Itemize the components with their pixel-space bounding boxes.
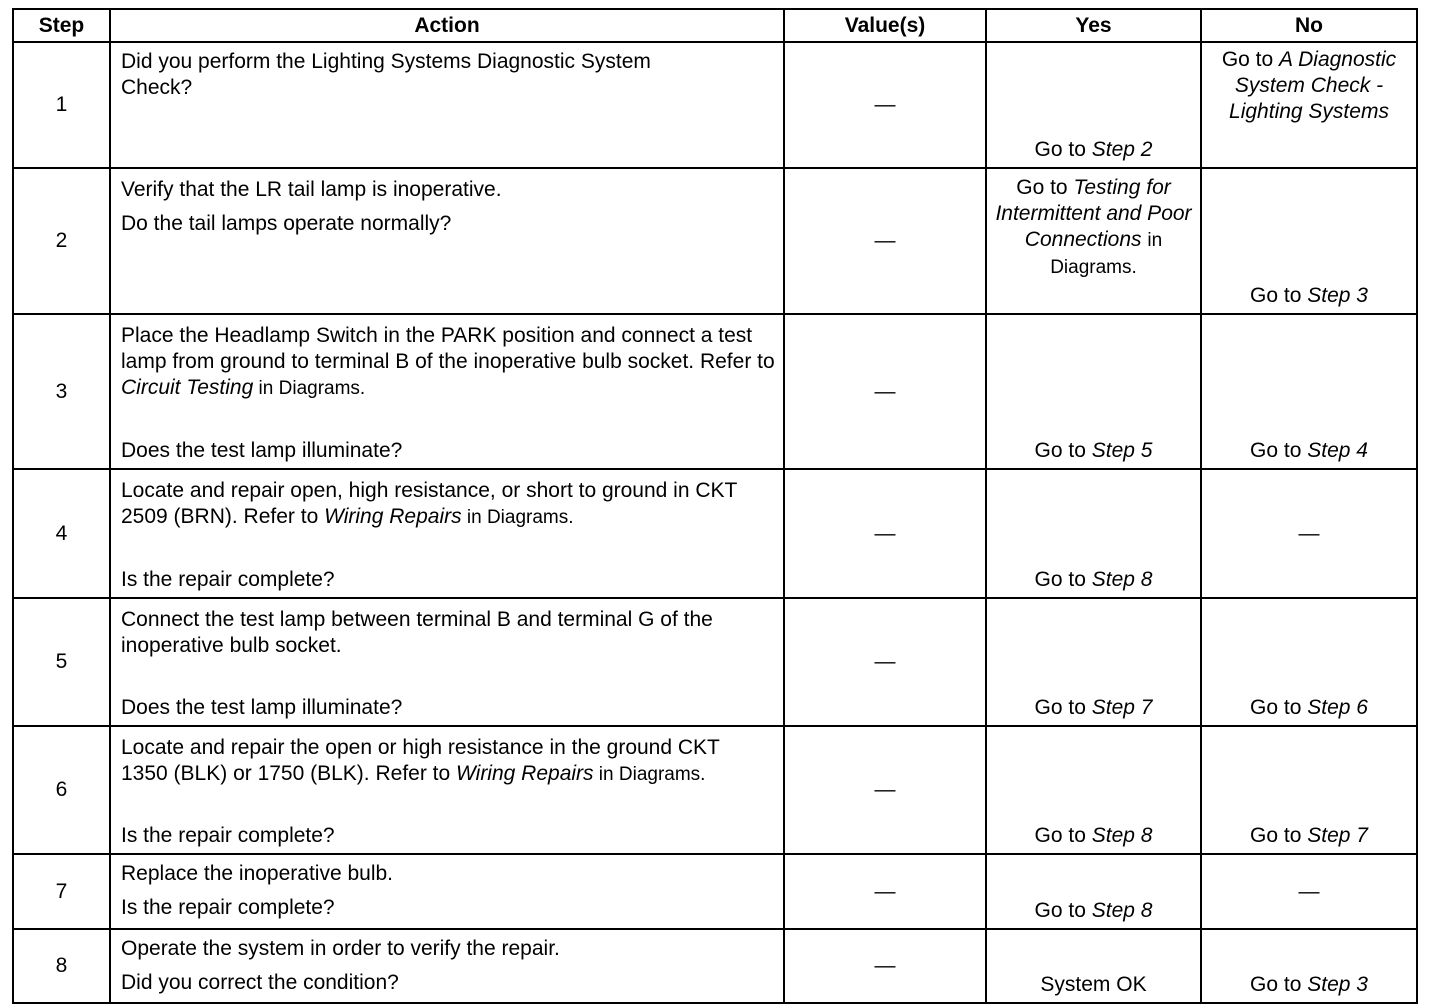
step-number: 8 [13,929,110,1003]
no-cell [1201,168,1417,314]
diagnostic-table [12,8,1418,1004]
action-question: Is the repair complete? [121,568,335,591]
yes-cell [986,168,1201,314]
no-cell [1201,314,1417,469]
action-question: Did you correct the condition? [121,971,399,994]
value-text: — [874,954,896,977]
header-action: Action [110,9,784,42]
step-number: 4 [13,469,110,598]
no-result: Go to Step 3 [1250,973,1368,996]
action-question: Does the test lamp illuminate? [121,696,403,719]
table-row [13,929,1417,1003]
yes-cell [986,314,1201,469]
action-question: Is the repair complete? [121,896,335,919]
yes-cell [986,854,1201,929]
no-result: Go to Step 6 [1250,696,1368,719]
value-text: — [874,650,896,673]
action-cell [110,854,784,929]
value-text: — [874,778,896,801]
no-result: Go to Step 4 [1250,439,1368,462]
no-cell [1201,469,1417,598]
table-row [13,168,1417,314]
action-cell [110,598,784,726]
table-row [13,314,1417,469]
yes-result: Go to Step 5 [1034,439,1153,462]
header-step: Step [13,9,110,42]
action-text: Locate and repair the open or high resistance in the ground CKT 1350 (BLK) or 1750 (BLK). Refer to Wiring Repairs in Diagrams. [121,736,720,785]
step-number: 2 [13,168,110,314]
yes-result: Go to Testing for Intermittent and Poor Connections in Diagrams. [995,176,1192,278]
value-cell [784,314,986,469]
value-cell [784,598,986,726]
no-cell [1201,598,1417,726]
header-values: Value(s) [784,9,986,42]
table-row [13,598,1417,726]
action-cell [110,168,784,314]
yes-result: Go to Step 8 [1034,824,1153,847]
yes-cell [986,726,1201,854]
no-result: — [1298,521,1320,545]
value-cell [784,42,986,168]
step-number: 1 [13,42,110,168]
value-cell [784,854,986,929]
yes-cell [986,929,1201,1003]
header-row [13,9,1417,42]
step-number: 5 [13,598,110,726]
yes-cell [986,42,1201,168]
no-cell [1201,42,1417,168]
yes-result: Go to Step 7 [1034,696,1153,719]
value-cell [784,929,986,1003]
no-result: Go to A Diagnostic System Check - Lighting Systems [1221,48,1397,123]
value-text: — [874,93,896,116]
value-text: — [874,879,896,903]
no-result: Go to Step 3 [1250,284,1368,307]
header-no: No [1201,9,1417,42]
value-text: — [874,521,896,545]
action-text: Did you perform the Lighting Systems Diagnostic System Check? [121,50,651,99]
no-result: Go to Step 7 [1250,824,1368,847]
step-number: 3 [13,314,110,469]
yes-result: Go to Step 8 [1034,568,1153,591]
action-question: Is the repair complete? [121,824,335,847]
action-cell [110,314,784,469]
no-cell [1201,854,1417,929]
action-question: Do the tail lamps operate normally? [121,212,452,235]
no-result: — [1298,879,1320,903]
value-cell [784,168,986,314]
step-number: 6 [13,726,110,854]
yes-cell [986,598,1201,726]
yes-result: Go to Step 2 [1034,138,1153,161]
value-text: — [874,379,896,403]
value-cell [784,469,986,598]
action-text: Operate the system in order to verify the repair. [121,937,560,960]
no-cell [1201,726,1417,854]
value-cell [784,726,986,854]
action-cell [110,469,784,598]
table-row [13,469,1417,598]
action-text: Place the Headlamp Switch in the PARK position and connect a test lamp from ground to terminal B of the inoperative bulb socket. Refer to Circuit Testing in Diagrams. [121,324,775,399]
action-text: Locate and repair open, high resistance, or short to ground in CKT 2509 (BRN). Refer to Wiring Repairs in Diagrams. [121,479,737,528]
value-text: — [874,229,896,252]
table-row [13,42,1417,168]
action-text: Verify that the LR tail lamp is inoperative. [121,178,502,201]
yes-result: System OK [1040,973,1147,996]
header-yes: Yes [986,9,1201,42]
step-number: 7 [13,854,110,929]
table-row [13,854,1417,929]
action-cell [110,929,784,1003]
action-cell [110,726,784,854]
table-row [13,726,1417,854]
yes-result: Go to Step 8 [1034,899,1153,922]
no-cell [1201,929,1417,1003]
action-question: Does the test lamp illuminate? [121,439,403,462]
action-text: Replace the inoperative bulb. [121,862,394,885]
action-cell [110,42,784,168]
yes-cell [986,469,1201,598]
action-text: Connect the test lamp between terminal B and terminal G of the inoperative bulb socket. [121,608,713,657]
